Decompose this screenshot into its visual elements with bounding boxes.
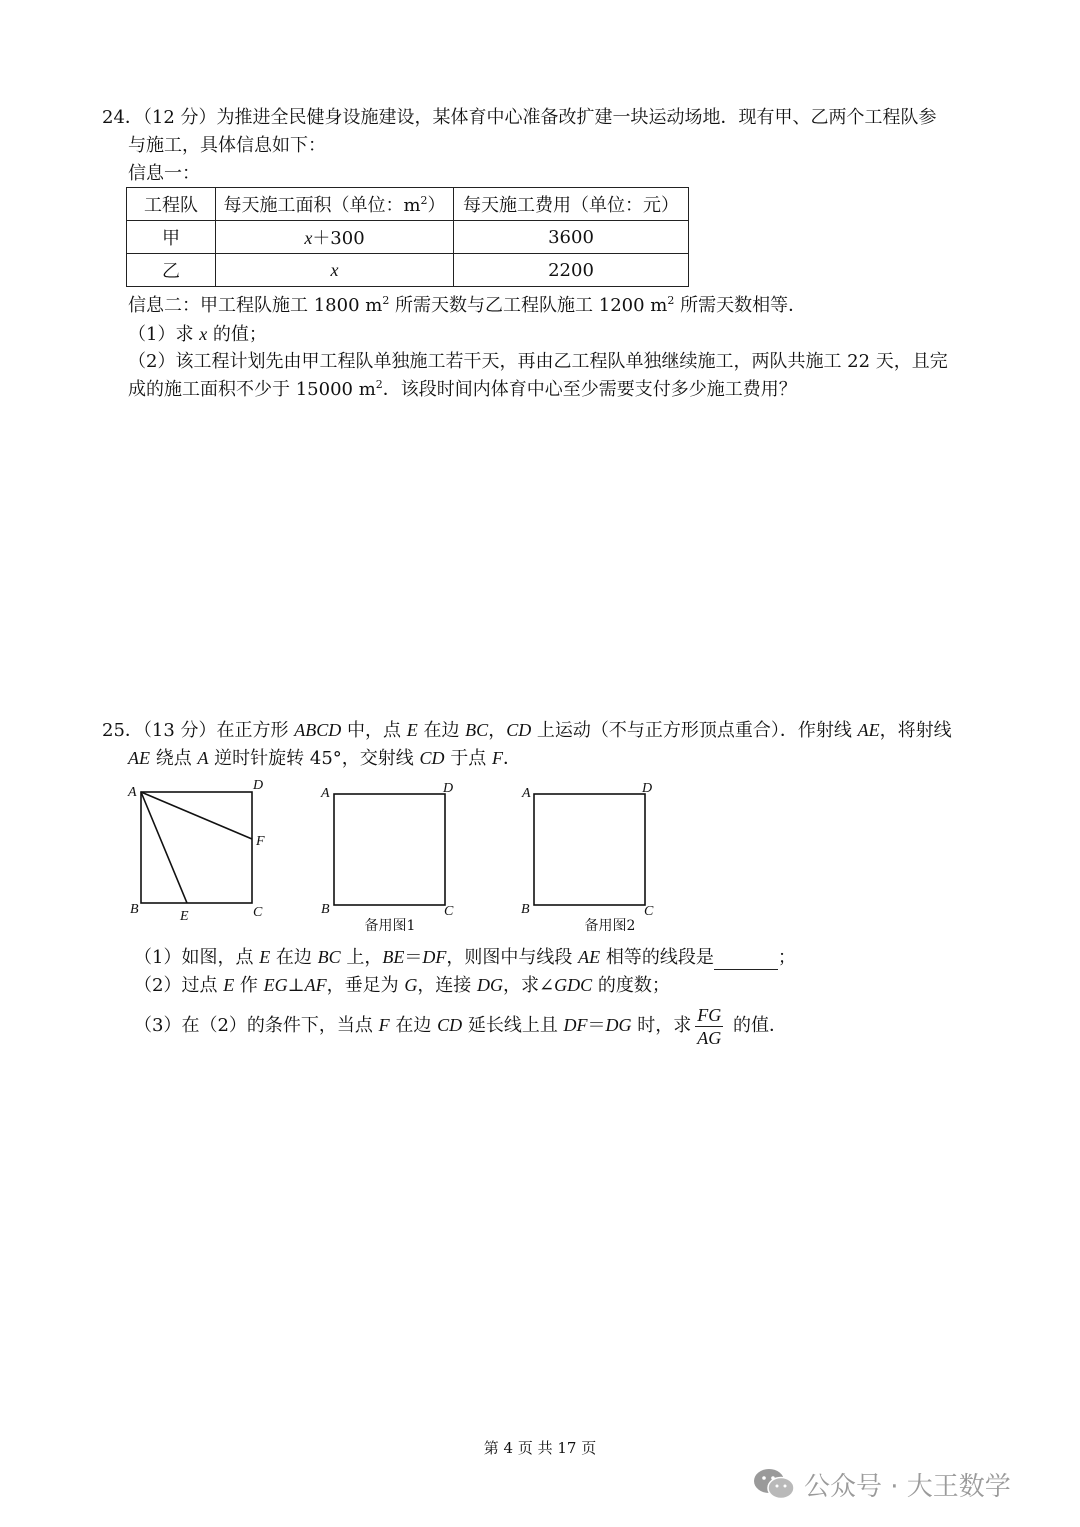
label-d: D [642,781,653,796]
q24-text: 为推进全民健身设施建设，某体育中心准备改扩建一块运动场地．现有甲、乙两个工程队参 [216,107,937,128]
table-cell-area: x [216,254,454,287]
table-header-row [127,188,689,221]
table-cell-team: 甲 [127,221,216,254]
q24-sub2-line1: （2）该工程计划先由甲工程队单独施工若干天，再由乙工程队单独继续施工，两队共施工 22 天，且完 [128,351,948,372]
table-cell-team: 乙 [127,254,216,287]
label-e: E [180,909,189,924]
figure-spare-1 [310,775,480,940]
q24-info-table [126,187,689,287]
wechat-icon [752,1466,796,1502]
q24-line2: 与施工，具体信息如下： [128,135,326,156]
page-footer: 第 4 页 共 17 页 [483,1439,597,1457]
square-abcd [141,792,252,903]
watermark-text: 公众号 · 大王数学 [804,1471,1011,1502]
square-abcd [534,794,645,905]
label-c: C [644,904,654,919]
table-cell-cost: 3600 [454,221,689,254]
label-a: A [321,786,330,801]
q25-sub2: （2）过点 E 作 EG⊥AF，垂足为 G，连接 DG，求∠GDC 的度数； [134,975,670,996]
q25-line1: 25．（13 分）在正方形 ABCD 中，点 E 在边 BC，CD 上运动（不与正方形顶点重合）．作射线 AE，将射线 [102,720,952,741]
q25-line2: AE 绕点 A 逆时针旋转 45°，交射线 CD 于点 F． [128,748,521,769]
label-b: B [521,902,530,917]
table-header-area: 每天施工面积（单位：$m^2$） [216,188,454,221]
label-b: B [130,902,139,917]
table-header-team: 工程队 [127,188,216,221]
q24-line1 [102,106,937,130]
label-f: F [256,834,265,849]
table-cell-cost: 2200 [454,254,689,287]
q25-sub1: （1）如图，点 E 在边 BC 上，BE＝DF，则图中与线段 AE 相等的线段是 ； [134,947,796,968]
q24-info2: 信息二：甲工程队施工 1800 $m^2$ 所需天数与乙工程队施工 1200 $m^2$ 所需天数相等． [128,294,807,316]
table-row [127,254,689,287]
square-abcd [334,794,445,905]
q24-sub1: （1）求 x 的值； [128,324,267,345]
figure-main [120,775,280,925]
q25-sub3: （3）在（2）的条件下，当点 F 在边 CD 延长线上且 DF＝DG 时，求 $\frac{FG}{AG}$ 的值． [134,1004,788,1048]
label-b: B [321,902,330,917]
q24-info1-label: 信息一： [128,163,200,184]
label-d: D [253,778,264,793]
table-cell-area: x＋300 [216,221,454,254]
caption-spare-2: 备用图2 [584,918,636,934]
q24-sub2-line2: 成的施工面积不少于 15000 $m^2$．该段时间内体育中心至少需要支付多少施工费用？ [128,378,797,400]
q24-score: （12 分） [142,107,217,128]
answer-blank[interactable] [714,951,778,970]
q25-number: 25． [102,720,143,741]
table-row [127,221,689,254]
label-a: A [128,785,137,800]
fraction-fg-over-ag: $\frac{FG}{AG}$ [697,1004,722,1048]
figure-spare-2 [510,775,680,940]
label-d: D [443,781,454,796]
label-a: A [522,786,531,801]
caption-spare-1: 备用图1 [364,918,416,934]
table-header-cost: 每天施工费用（单位：元） [454,188,689,221]
label-c: C [253,905,263,920]
watermark [752,1462,1011,1506]
q24-number: 24． [102,107,143,128]
label-c: C [444,904,454,919]
